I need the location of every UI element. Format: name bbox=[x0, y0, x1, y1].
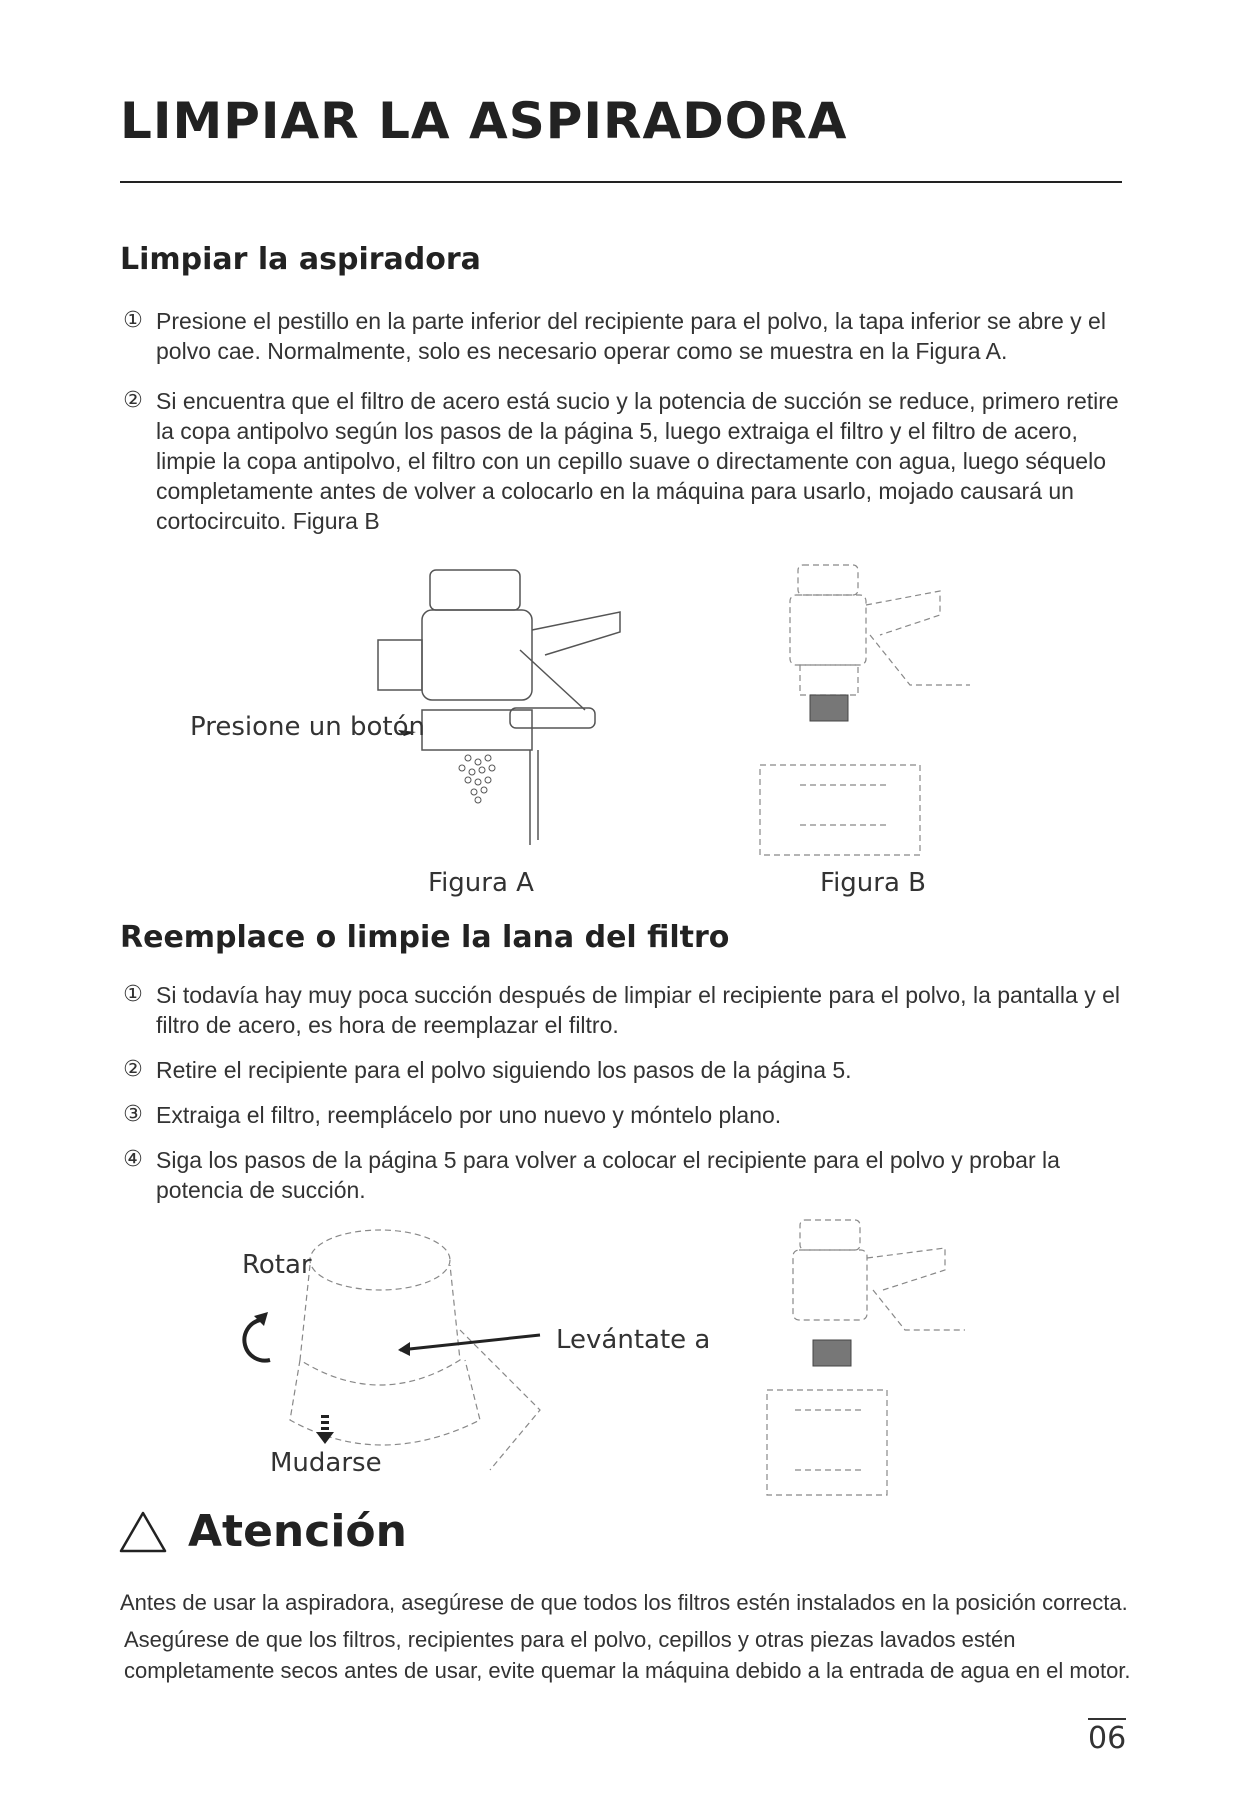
page-number: 06 bbox=[1088, 1718, 1126, 1756]
step-item bbox=[120, 1145, 1130, 1205]
step-number: ④ bbox=[123, 1147, 143, 1172]
step-text: Si encuentra que el filtro de acero está sucio y la potencia de succión se reduce, primero retire la copa antipolvo según los pasos de la página 5, luego extraiga el filtro y el filtro de acero, limpie la copa antipolvo, el filtro con un cepillo suave o directamente con agua, luego séquelo completamente antes de volver a colocarlo en la máquina para usarlo, mojado causará un cortocircuito. Figura B bbox=[156, 388, 1119, 534]
step-item bbox=[120, 1055, 1130, 1085]
step-item bbox=[120, 306, 1130, 366]
figure-d-illustration bbox=[755, 1210, 985, 1510]
title-divider bbox=[120, 181, 1122, 183]
step-text: Extraiga el filtro, reemplácelo por uno nuevo y móntelo plano. bbox=[156, 1102, 782, 1128]
rotate-label: Rotar bbox=[242, 1250, 312, 1280]
figure-a-illustration bbox=[370, 560, 670, 860]
attention-line-2: Asegúrese de que los filtros, recipientes para el polvo, cepillos y otras piezas lavados estén completamente secos antes de usar, evite quemar la máquina debido a la entrada de agua en el motor. bbox=[124, 1627, 1131, 1683]
step-number: ③ bbox=[123, 1102, 143, 1127]
attention-line-1: Antes de usar la aspiradora, asegúrese de que todos los filtros estén instalados en la posición correcta. bbox=[120, 1590, 1128, 1615]
step-number: ① bbox=[123, 308, 143, 333]
step-number: ① bbox=[123, 982, 143, 1007]
section-heading-replace-filter: Reemplace o limpie la lana del filtro bbox=[120, 920, 730, 955]
step-item bbox=[120, 386, 1130, 536]
press-button-callout: Presione un botón bbox=[190, 712, 425, 742]
step-number: ② bbox=[123, 1057, 143, 1082]
warning-icon bbox=[118, 1510, 168, 1554]
page-title: LIMPIAR LA ASPIRADORA bbox=[120, 92, 848, 150]
figure-b-caption: Figura B bbox=[820, 868, 926, 898]
step-text: Si todavía hay muy poca succión después de limpiar el recipiente para el polvo, la pantalla y el filtro de acero, es hora de reemplazar el filtro. bbox=[156, 982, 1121, 1038]
step-number: ② bbox=[123, 388, 143, 413]
step-item bbox=[120, 980, 1130, 1040]
step-item bbox=[120, 1100, 1130, 1130]
step-text: Retire el recipiente para el polvo siguiendo los pasos de la página 5. bbox=[156, 1057, 852, 1083]
step-text: Presione el pestillo en la parte inferior del recipiente para el polvo, la tapa inferior se abre y el polvo cae. Normalmente, solo es necesario operar como se muestra en la Figura A. bbox=[156, 308, 1106, 364]
move-label: Mudarse bbox=[270, 1448, 382, 1478]
lift-label: Levántate a bbox=[556, 1325, 711, 1355]
step-text: Siga los pasos de la página 5 para volver a colocar el recipiente para el polvo y probar la potencia de succión. bbox=[156, 1147, 1060, 1203]
figure-a-caption: Figura A bbox=[428, 868, 534, 898]
figure-b-illustration bbox=[750, 555, 980, 865]
attention-heading: Atención bbox=[188, 1506, 407, 1557]
section-heading-clean: Limpiar la aspiradora bbox=[120, 242, 481, 277]
